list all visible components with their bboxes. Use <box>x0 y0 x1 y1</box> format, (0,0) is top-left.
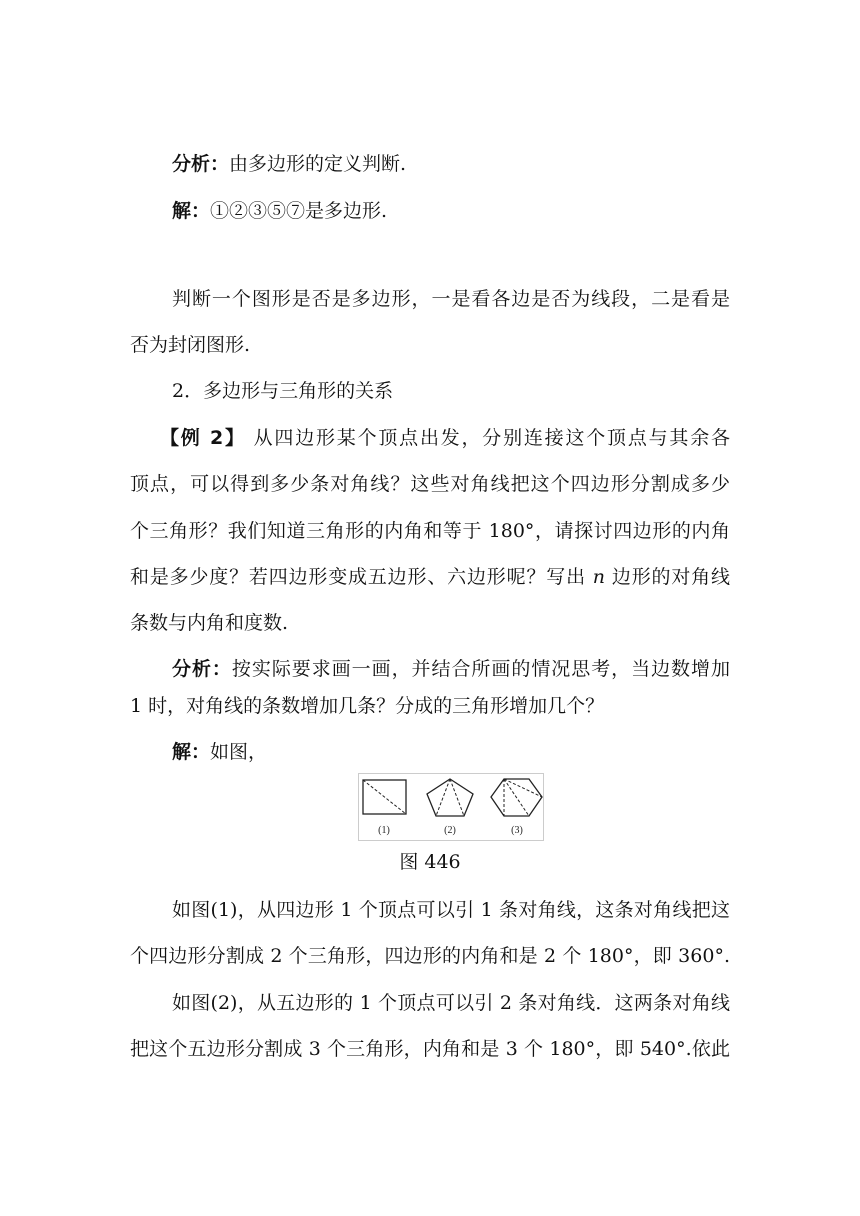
solution-2-text: 如图， <box>210 741 268 763</box>
para-2-line-1: 如图(2)，从五边形的 1 个顶点可以引 2 条对角线．这两条对角线 <box>172 992 730 1014</box>
example-2-line-4-pre: 和是多少度？若四边形变成五边形、六边形呢？写出 <box>130 566 593 588</box>
example-2-line-1 <box>160 426 730 450</box>
solution-text: ①②③⑤⑦是多边形. <box>210 200 388 222</box>
example-2-line-3: 个三角形？我们知道三角形的内角和等于 180°，请探讨四边形的内角 <box>130 520 730 542</box>
analysis-2-text: 按实际要求画一画，并结合所画的情况思考，当边数增加 <box>231 658 730 680</box>
example-2-line-4 <box>130 565 730 589</box>
example-2-text-1: 从四边形某个顶点出发，分别连接这个顶点与其余各 <box>253 427 730 449</box>
quadrilateral-shape <box>363 780 406 814</box>
hexagon-shape <box>491 779 542 816</box>
section-number: 2． <box>172 380 204 402</box>
example-2-label: 【例 2】 <box>160 427 246 449</box>
para-1-line-1: 如图(1)，从四边形 1 个顶点可以引 1 条对角线，这条对角线把这 <box>172 899 730 921</box>
analysis-label: 分析： <box>172 153 230 175</box>
solution-label: 解： <box>172 200 211 222</box>
section-title: 多边形与三角形的关系 <box>203 380 394 402</box>
solution-2 <box>172 740 730 764</box>
example-2-line-2: 顶点，可以得到多少条对角线？这些对角线把这个四边形分割成多少 <box>130 473 730 495</box>
figure-label-2: (2) <box>444 825 456 836</box>
section-heading <box>172 379 730 403</box>
polygon-diagonals-figure <box>358 773 544 841</box>
para-2-line-2: 把这个五边形分割成 3 个三角形，内角和是 3 个 180°，即 540°.依此 <box>130 1038 730 1060</box>
example-2-line-5: 条数与内角和度数. <box>130 612 289 634</box>
figure-label-3: (3) <box>511 825 523 836</box>
variable-n: n <box>592 566 606 588</box>
tip-line-1: 判断一个图形是否是多边形，一是看各边是否为线段，二是看是 <box>172 288 730 310</box>
solution-1 <box>172 199 730 223</box>
analysis-2-line-1 <box>172 657 730 681</box>
pentagon-shape <box>427 779 473 816</box>
para-1-line-2: 个四边形分割成 2 个三角形，四边形的内角和是 2 个 180°，即 360°. <box>130 945 730 967</box>
analysis-text: 由多边形的定义判断. <box>229 153 407 175</box>
solution-2-label: 解： <box>172 741 211 763</box>
analysis-2-label: 分析： <box>172 658 232 680</box>
analysis-2-line-2: 1 时，对角线的条数增加几条？分成的三角形增加几个？ <box>130 695 605 717</box>
figure-label-1: (1) <box>378 825 390 836</box>
analysis-1 <box>172 152 730 176</box>
example-2-line-4-post: 边形的对角线 <box>605 566 731 588</box>
tip-line-2: 否为封闭图形. <box>130 334 251 356</box>
figure-caption: 图 446 <box>399 851 461 873</box>
